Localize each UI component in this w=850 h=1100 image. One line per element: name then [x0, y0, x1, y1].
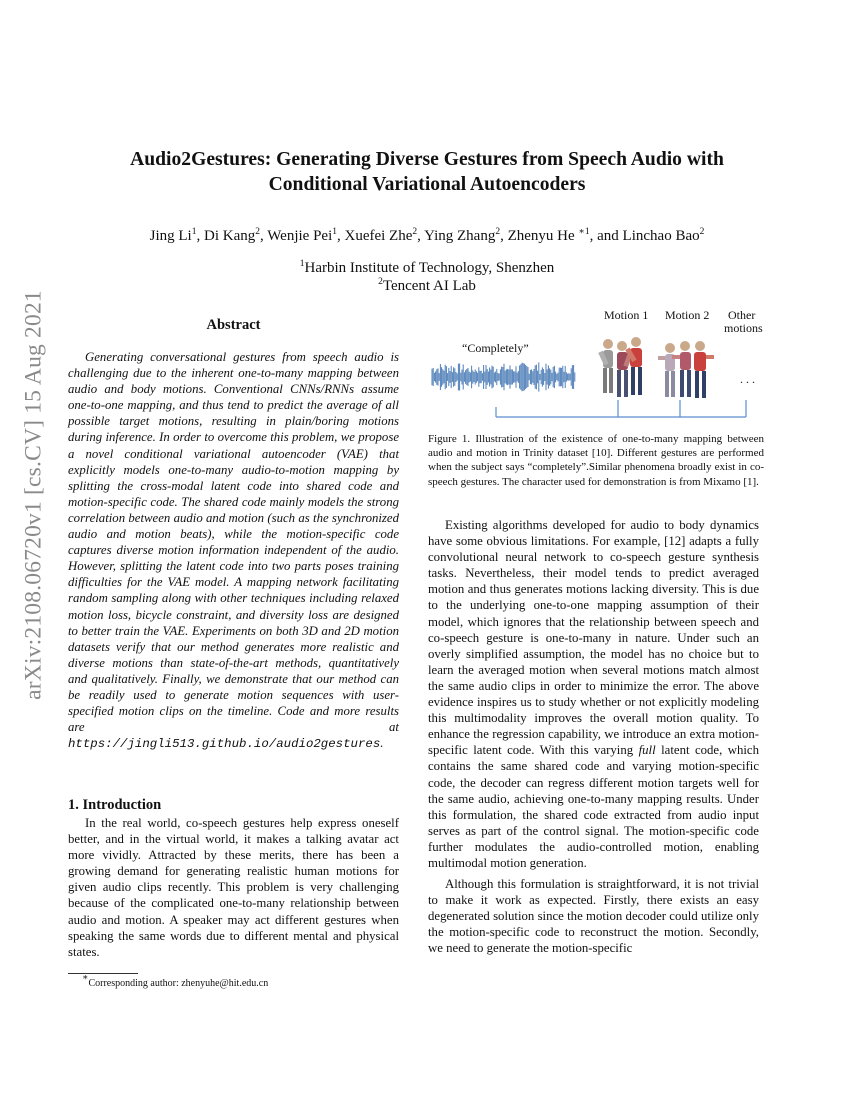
- figure-1: [428, 305, 788, 423]
- footnote-mark: ∗: [82, 973, 89, 983]
- code-url-link[interactable]: https://jingli513.github.io/audio2gestures: [68, 737, 381, 752]
- footnote-text: Corresponding author: zhenyuhe@hit.edu.cn: [88, 978, 269, 989]
- title-line-2: Conditional Variational Autoencoders: [268, 174, 586, 195]
- arxiv-side-stamp: [14, 290, 54, 700]
- author-affil-mark: 2: [495, 227, 501, 237]
- title-line-1: Audio2Gestures: Generating Diverse Gestures from Speech Audio with: [130, 149, 724, 170]
- other-label-line2: motions: [724, 321, 763, 335]
- paragraph: [428, 517, 759, 871]
- paper-title: [70, 147, 784, 197]
- character-figure: [598, 339, 613, 393]
- footnote: [68, 973, 269, 989]
- right-column-body: [428, 517, 759, 957]
- abstract-end: .: [380, 736, 384, 751]
- author: Xuefei Zhe: [344, 228, 413, 244]
- audio-waveform: [432, 362, 575, 391]
- author-affil-mark: ∗1: [578, 227, 590, 237]
- spoken-word-label: “Completely”: [462, 341, 529, 355]
- other-label-line1: Other: [728, 308, 756, 322]
- abstract-text: Generating conversational gestures from speech audio is challenging due to the inherent one-to-many mapping between audio and body motions. Conventional CNNs/RNNs assume one-to-one mapping, and thus tend to predict the average of all possible target motions, resulting in plain/boring motions during inference. In order to overcome this problem, we propose a novel conditional variational autoencoder (VAE) that explicitly models one-to-many audio-to-motion mapping by splitting the cross-modal latent code into shared code and motion-specific code. The shared code mainly models the strong correlation between audio and motion (such as the synchronized audio and motion beats), while the motion-specific code captures diverse motion information independent of the audio. However, splitting the latent code into two parts poses training difficulties for the VAE model. A mapping network facilitating random sampling along with other techniques including relaxed motion loss, bicycle constraint, and diversity loss are designed to better train the VAE. Experiments on both 3D and 2D motion datasets verify that our method generates more realistic and diverse motions than state-of-the-art methods, quantitatively and qualitatively. Finally, we demonstrate that our method can be readily used to generate motion sequences with user-specified motion clips on the timeline. Code and more results are at: [68, 350, 399, 735]
- paragraph-text: Existing algorithms developed for audio to body dynamics have some obvious limitations. For example, [12] adapts a fully convolutional neural network to co-speech gesture synthesis tasks. Nevertheless, their model tends to predict averaged motion and thus generates motions lacking diversity. This is due to the underlying one-to-one mapping assumption of their model, which ignores that the relationship between speech and co-speech gesture is one-to-many in nature. Under such an overly simplified assumption, the model has no choice but to learn the averaged motion when several motions match almost the same audio clips in order to minimize the error. The above evidence inspires us to study whether or not explicitly modeling this multimodality improves the overall motion quality. To enhance the regression capability, we introduce an extra motion-specific latent code. With this varying: [428, 518, 759, 758]
- emphasis: full: [638, 743, 656, 758]
- motion-2-characters: [658, 341, 714, 398]
- intro-paragraph: In the real world, co-speech gestures help express oneself better, and in the virtual world, it makes a talking avatar act more vividly. Attracted by these merits, there has been a growing demand for generating realistic human motions for given audio clips recently. This problem is very challenging because of the complicated one-to-many relationship between audio and motion. A speaker may act different gestures when speaking the same words due to different mental and physical states.: [68, 816, 399, 959]
- author: Zhenyu He: [507, 228, 575, 244]
- motion-2-label: Motion 2: [665, 308, 710, 322]
- motion-1-label: Motion 1: [604, 308, 649, 322]
- affiliation: [60, 278, 794, 295]
- footnote-rule: [68, 973, 138, 974]
- author-affil-mark: 2: [699, 227, 705, 237]
- author-affil-mark: 2: [412, 227, 418, 237]
- affiliation: [60, 260, 794, 277]
- author-conjunction: and: [597, 228, 623, 244]
- introduction-body: [68, 815, 399, 960]
- paragraph-text: latent code, which contains the same shared code and varying motion-specific code, the decoder can regress different motion targets well for the same audio, achieving one-to-many mapping results. Under this formulation, the shared code extracted from audio input serves as part of the control signal. The motion-specific code further modulates the audio-controlled motion, enabling multimodal motion generation.: [428, 743, 760, 870]
- figure-caption: Figure 1. Illustration of the existence of one-to-many mapping between audio and motion in Trinity dataset [10]. Different gestures are performed when the subject says “completely”.Similar phenomena broadly exist in co-speech gestures. The character used for demonstration is from Mixamo [1].: [428, 433, 764, 488]
- author: Ying Zhang: [424, 228, 496, 244]
- abstract-heading: Abstract: [206, 317, 261, 333]
- affil-mark: 2: [378, 277, 383, 287]
- affil-mark: 1: [299, 259, 305, 269]
- author: Wenjie Pei: [267, 228, 333, 244]
- author: Jing Li: [149, 228, 192, 244]
- affil-name: Harbin Institute of Technology, Shenzhen: [304, 260, 555, 276]
- author-list: Jing Li$^1$, Di Kang$^2$, Wenjie Pei$^1$, Xuefei Zhe$^2$, Ying Zhang$^2$, Zhenyu He $^{∗1}$, and Linchao Bao$^2$: [149, 227, 705, 244]
- affil-name: Tencent AI Lab: [382, 278, 476, 294]
- character-figure: [658, 343, 675, 397]
- ellipsis: . . .: [740, 372, 755, 386]
- section-heading: 1. Introduction: [68, 797, 162, 813]
- figure-illustration: [428, 305, 788, 423]
- paragraph: Although this formulation is straightforward, it is not trivial to make it work as expected. Firstly, there exists an easy degenerated solution since the motion decoder could utilize only the motion-specific code to reconstruct the motion. Secondly, we need to generate the motion-specific: [428, 877, 759, 956]
- connector-lines: [496, 400, 746, 417]
- character-figure: [694, 341, 714, 398]
- author: Linchao Bao: [622, 228, 700, 244]
- author-affil-mark: 1: [332, 227, 337, 237]
- author: Di Kang: [203, 228, 256, 244]
- motion-1-characters: [598, 337, 642, 397]
- abstract-body: [68, 349, 399, 752]
- arxiv-identifier: arXiv:2108.06720v1 [cs.CV] 15 Aug 2021: [20, 290, 47, 700]
- author-affil-mark: 1: [191, 227, 197, 237]
- author-affil-mark: 2: [255, 227, 260, 237]
